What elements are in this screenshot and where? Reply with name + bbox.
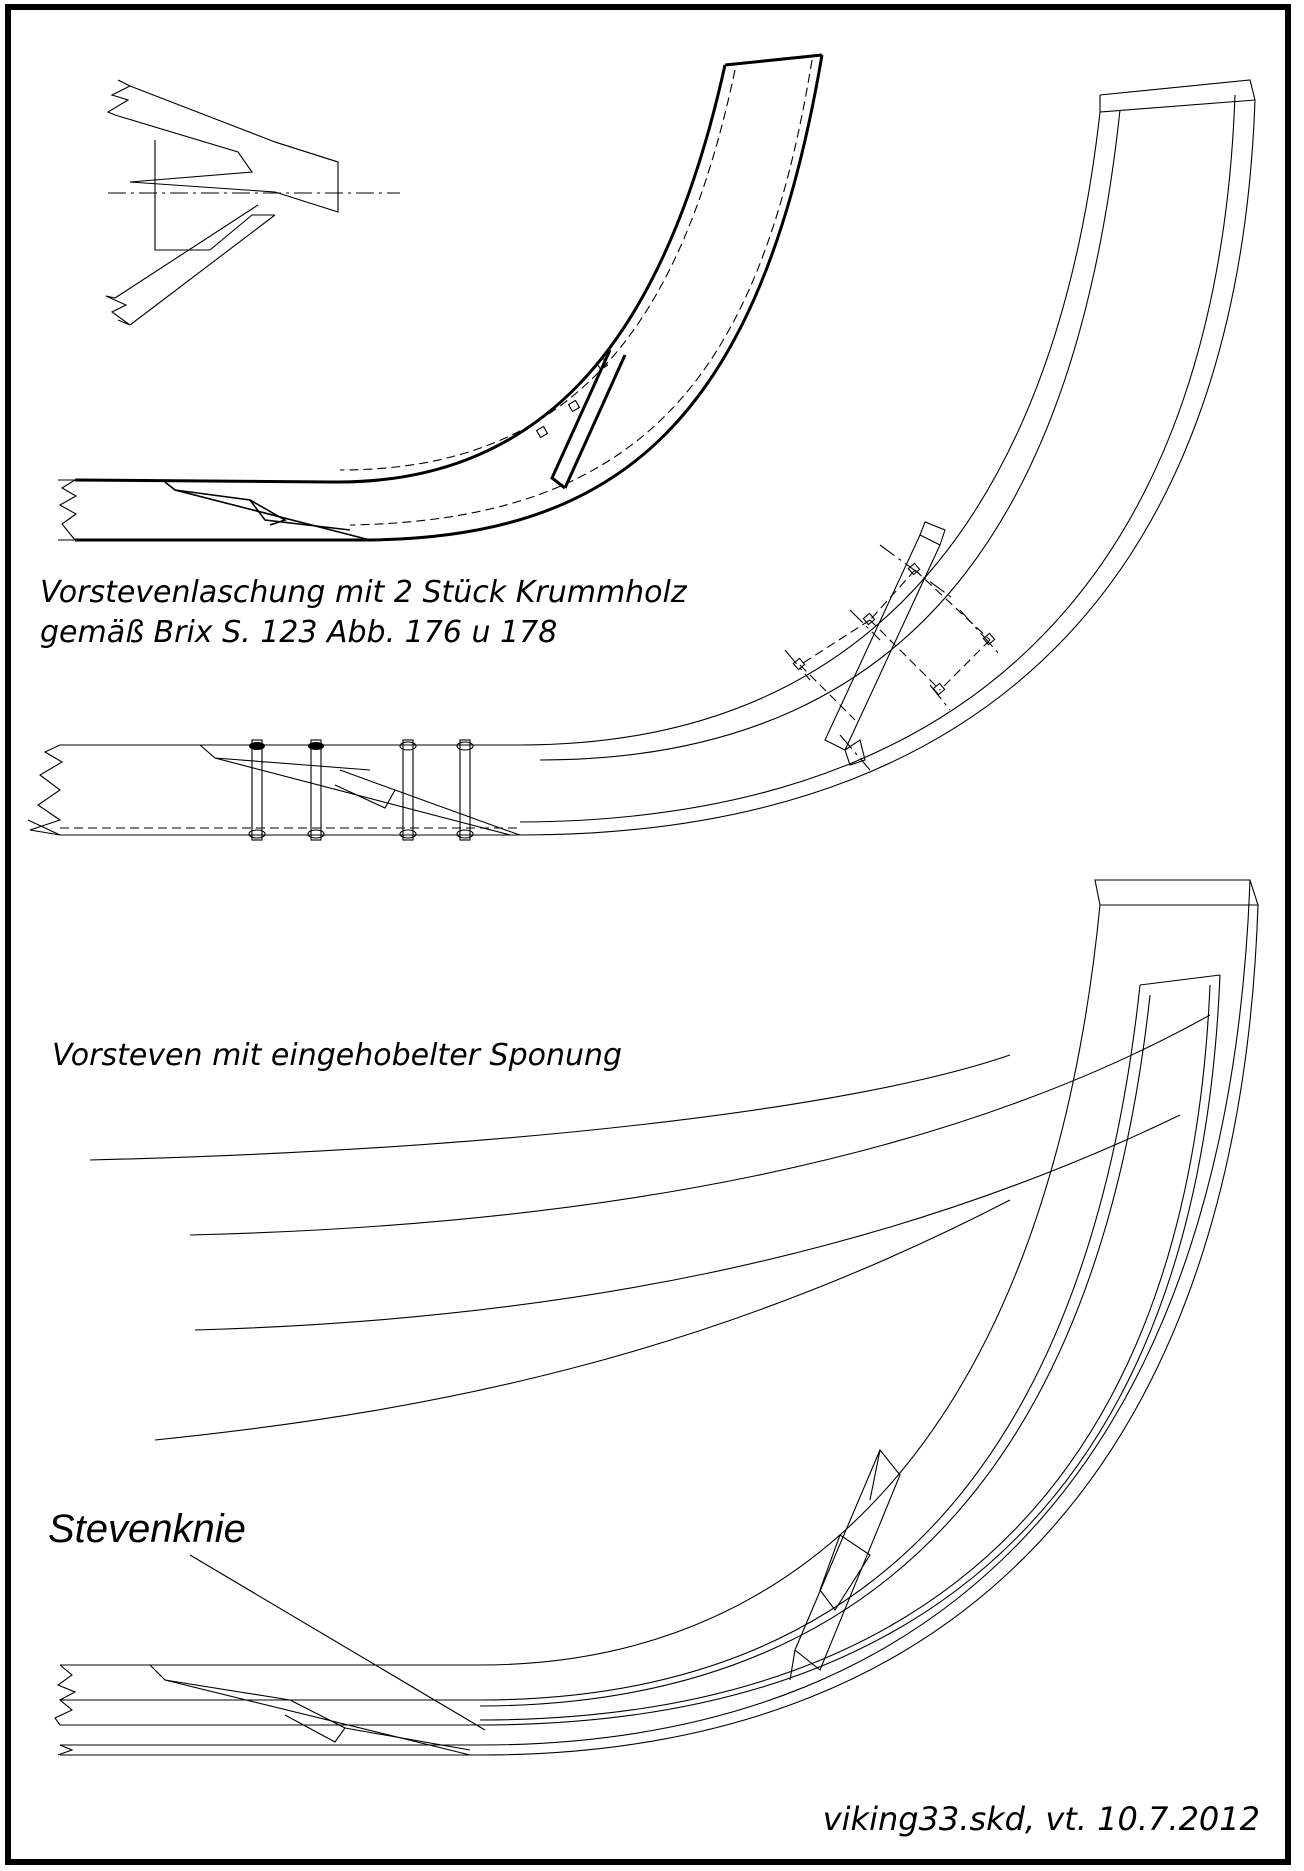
title-block-text: viking33.skd, vt. 10.7.2012 bbox=[822, 1800, 1260, 1838]
bolt-row bbox=[249, 740, 473, 840]
section-view-v-joint bbox=[106, 80, 400, 325]
stem-scarf-bold-view bbox=[58, 55, 822, 540]
caption-rabbet: Vorsteven mit eingehobelter Sponung bbox=[52, 1038, 623, 1073]
caption-scarf-line1: Vorstevenlaschung mit 2 Stück Krummholz bbox=[40, 575, 687, 610]
hull-plank-lines bbox=[90, 1015, 1210, 1440]
label-stevenknie: Stevenknie bbox=[48, 1507, 246, 1551]
caption-scarf-line2: gemäß Brix S. 123 Abb. 176 u 178 bbox=[40, 615, 558, 650]
stem-rabbet-view bbox=[55, 880, 1258, 1755]
stem-bolted-scarf-view bbox=[28, 80, 1255, 840]
stevenknie-leader-line bbox=[190, 1555, 485, 1730]
